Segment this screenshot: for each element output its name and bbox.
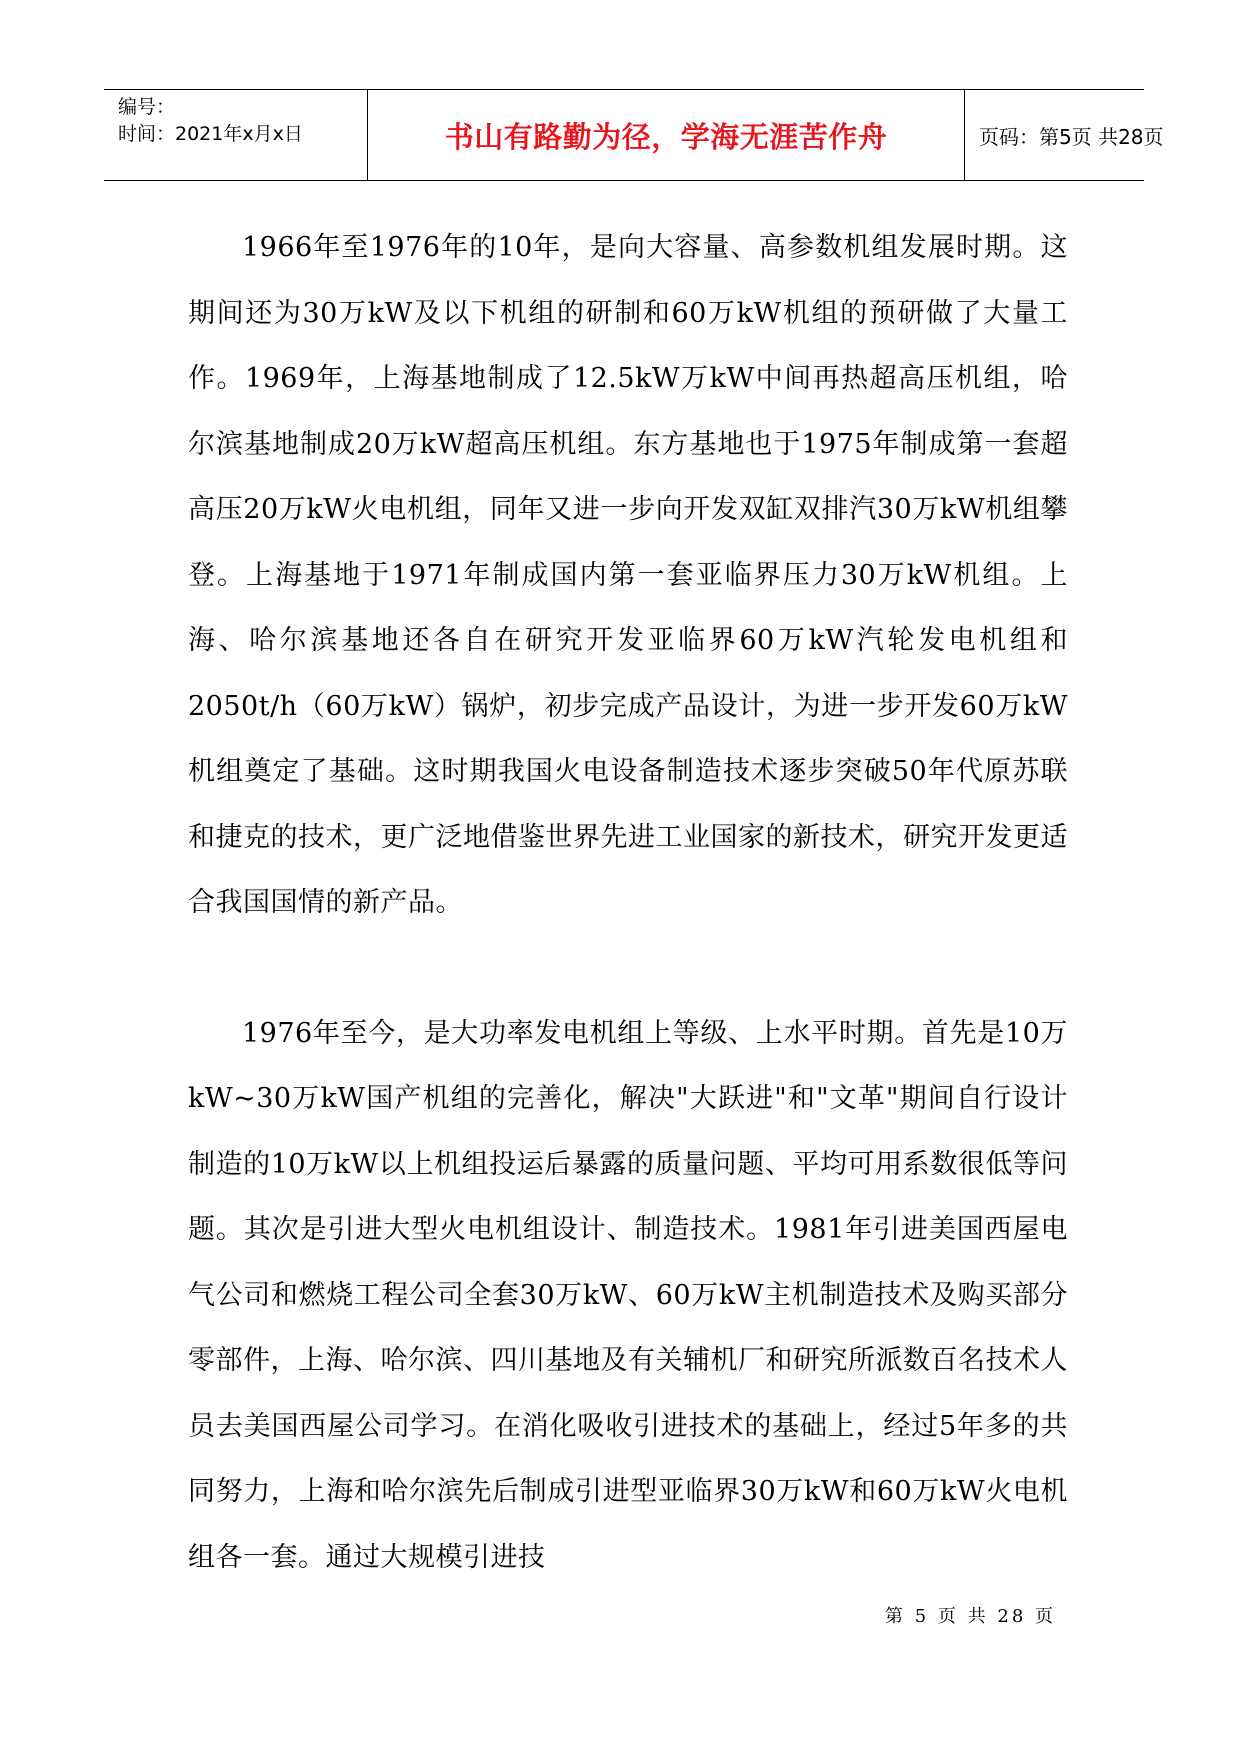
document-time-label: 时间：2021年x月x日 [118,123,303,145]
page-footer: 第 5 页 共 28 页 [885,1606,1056,1627]
document-body [188,215,1068,1590]
header-motto: 书山有路勤为径，学海无涯苦作舟 [368,90,965,180]
body-paragraph-1: 1966年至1976年的10年，是向大容量、高参数机组发展时期。这期间还为30万kW及以下机组的研制和60万kW机组的预研做了大量工作。1969年，上海基地制成了12.5kW万kW中间再热超高压机组，哈尔滨基地制成20万kW超高压机组。东方基地也于1975年制成第一套超高压20万kW火电机组，同年又进一步向开发双缸双排汽30万kW机组攀登。上海基地于1971年制成国内第一套亚临界压力30万kW机组。上海、哈尔滨基地还各自在研究开发亚临界60万kW汽轮发电机组和2050t/h（60万kW）锅炉，初步完成产品设计，为进一步开发60万kW机组奠定了基础。这时期我国火电设备制造技术逐步突破50年代原苏联和捷克的技术，更广泛地借鉴世界先进工业国家的新技术，研究开发更适合我国国情的新产品。 [188,232,1068,918]
body-paragraph-2: 1976年至今，是大功率发电机组上等级、上水平时期。首先是10万kW~30万kW国产机组的完善化，解决"大跃进"和"文革"期间自行设计制造的10万kW以上机组投运后暴露的质量问题、平均可用系数很低等问题。其次是引进大型火电机组设计、制造技术。1981年引进美国西屋电气公司和燃烧工程公司全套30万kW、60万kW主机制造技术及购买部分零部件，上海、哈尔滨、四川基地及有关辅机厂和研究所派数百名技术人员去美国西屋公司学习。在消化吸收引进技术的基础上，经过5年多的共同努力，上海和哈尔滨先后制成引进型亚临界30万kW和60万kW火电机组各一套。通过大规模引进技 [188,1017,1068,1573]
document-number-label: 编号： [118,96,176,118]
header-page-info: 页码：第5页 共28页 [979,124,1164,149]
page-header [104,89,1164,181]
header-info-cell [104,90,368,180]
